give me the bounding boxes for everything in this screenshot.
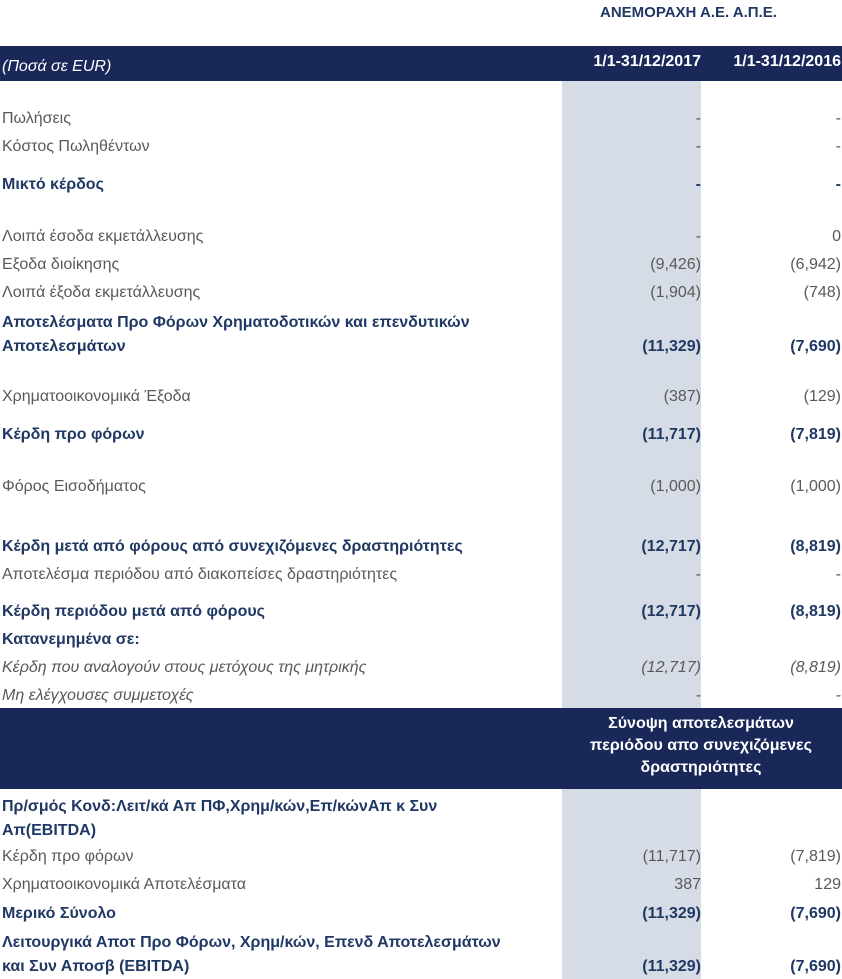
row-label-line2: και Συν Αποσβ (EBITDA) [2, 958, 190, 975]
value-2017: - [695, 110, 701, 127]
value-2016: - [835, 110, 841, 127]
row-label: Κέρδη προ φόρων [2, 426, 145, 443]
row-label-line1: Αποτελέσματα Προ Φόρων Χρηματοδοτικών και επενδυτικών [2, 314, 470, 331]
column-header-2017: 1/1-31/12/2017 [593, 53, 701, 70]
value-2017: (11,717) [642, 426, 701, 443]
value-2016: (8,819) [790, 659, 841, 676]
value-2016: - [835, 566, 841, 583]
value-2017: (1,904) [650, 284, 701, 301]
row-label: Πωλήσεις [2, 110, 71, 127]
row-label: Κόστος Πωληθέντων [2, 138, 150, 155]
row-label: Φόρος Εισοδήματος [2, 478, 146, 495]
value-2017: (9,426) [650, 256, 701, 273]
value-2016: - [835, 176, 841, 193]
row-label: Μικτό κέρδος [2, 176, 104, 193]
value-2017: (11,329) [642, 958, 701, 975]
value-2016: (7,819) [790, 848, 841, 865]
value-2016: (7,690) [790, 338, 841, 355]
row-label: Κέρδη μετά από φόρους από συνεχιζόμενες δραστηριότητες [2, 538, 463, 555]
value-2017: - [695, 176, 701, 193]
row-label: Χρηματοοικονομικά Αποτελέσματα [2, 876, 247, 893]
column-header-2016: 1/1-31/12/2016 [733, 53, 841, 70]
value-2017: (1,000) [650, 478, 701, 495]
value-2016: (1,000) [790, 478, 841, 495]
row-label: Κατανεμημένα σε: [2, 631, 140, 648]
row-label: Κέρδη που αναλογούν στους μετόχους της μητρικής [2, 659, 367, 676]
row-label: Κέρδη περιόδου μετά από φόρους [2, 603, 265, 620]
value-2016: (8,819) [790, 603, 841, 620]
value-2016: (7,690) [790, 958, 841, 975]
value-2017: (12,717) [641, 603, 701, 620]
row-label: Αποτελέσμα περιόδου από διακοπείσες δραστηριότητες [2, 566, 398, 583]
summary-title-line: περιόδου απο συνεχιζόμενες [590, 737, 812, 754]
value-2016: (8,819) [790, 538, 841, 555]
amounts-unit-label: (Ποσά σε EUR) [2, 58, 112, 75]
value-2017: - [695, 566, 701, 583]
value-2016: (6,942) [790, 256, 841, 273]
value-2016: 129 [814, 876, 841, 893]
summary-title [562, 713, 840, 779]
value-2016: - [835, 687, 841, 704]
summary-title-line: Σύνοψη αποτελεσμάτων [608, 715, 794, 732]
value-2017: - [695, 138, 701, 155]
row-label-line2: Απ(EBITDA) [2, 822, 97, 839]
value-2017: (12,717) [641, 538, 701, 555]
row-label-line2: Αποτελεσμάτων [2, 338, 126, 355]
row-label: Κέρδη προ φόρων [2, 848, 134, 865]
value-2017: 387 [674, 876, 701, 893]
value-2016: (748) [803, 284, 841, 301]
value-2017: - [695, 687, 701, 704]
value-2016: 0 [832, 228, 841, 245]
value-2017: (11,329) [642, 905, 701, 922]
row-label: Χρηματοοικονομικά Έξοδα [2, 388, 191, 405]
summary-title-line: δραστηριότητες [640, 759, 762, 776]
row-label: Μη ελέγχουσες συμμετοχές [2, 687, 194, 704]
row-label: Εξοδα διοίκησης [2, 256, 120, 273]
value-2017: - [695, 228, 701, 245]
value-2016: - [835, 138, 841, 155]
value-2016: (129) [803, 388, 841, 405]
row-label-line1: Πρ/σμός Κονδ:Λειτ/κά Απ ΠΦ,Χρημ/κών,Επ/κώνΑπ κ Συν [2, 798, 438, 815]
row-label: Λοιπά έξοδα εκμετάλλευσης [2, 284, 201, 301]
value-2017: (387) [663, 388, 701, 405]
value-2017: (12,717) [641, 659, 701, 676]
value-2017: (11,329) [642, 338, 701, 355]
row-label: Μερικό Σύνολο [2, 905, 116, 922]
value-2016: (7,690) [790, 905, 841, 922]
value-2017: (11,717) [642, 848, 701, 865]
row-label: Λοιπά έσοδα εκμετάλλευσης [2, 228, 204, 245]
row-label-line1: Λειτουργικά Αποτ Προ Φόρων, Χρημ/κών, Επενδ Αποτελεσμάτων [2, 934, 501, 951]
company-name: ΑΝΕΜΟΡΑΧΗ Α.Ε. Α.Π.Ε. [600, 4, 777, 21]
value-2016: (7,819) [790, 426, 841, 443]
